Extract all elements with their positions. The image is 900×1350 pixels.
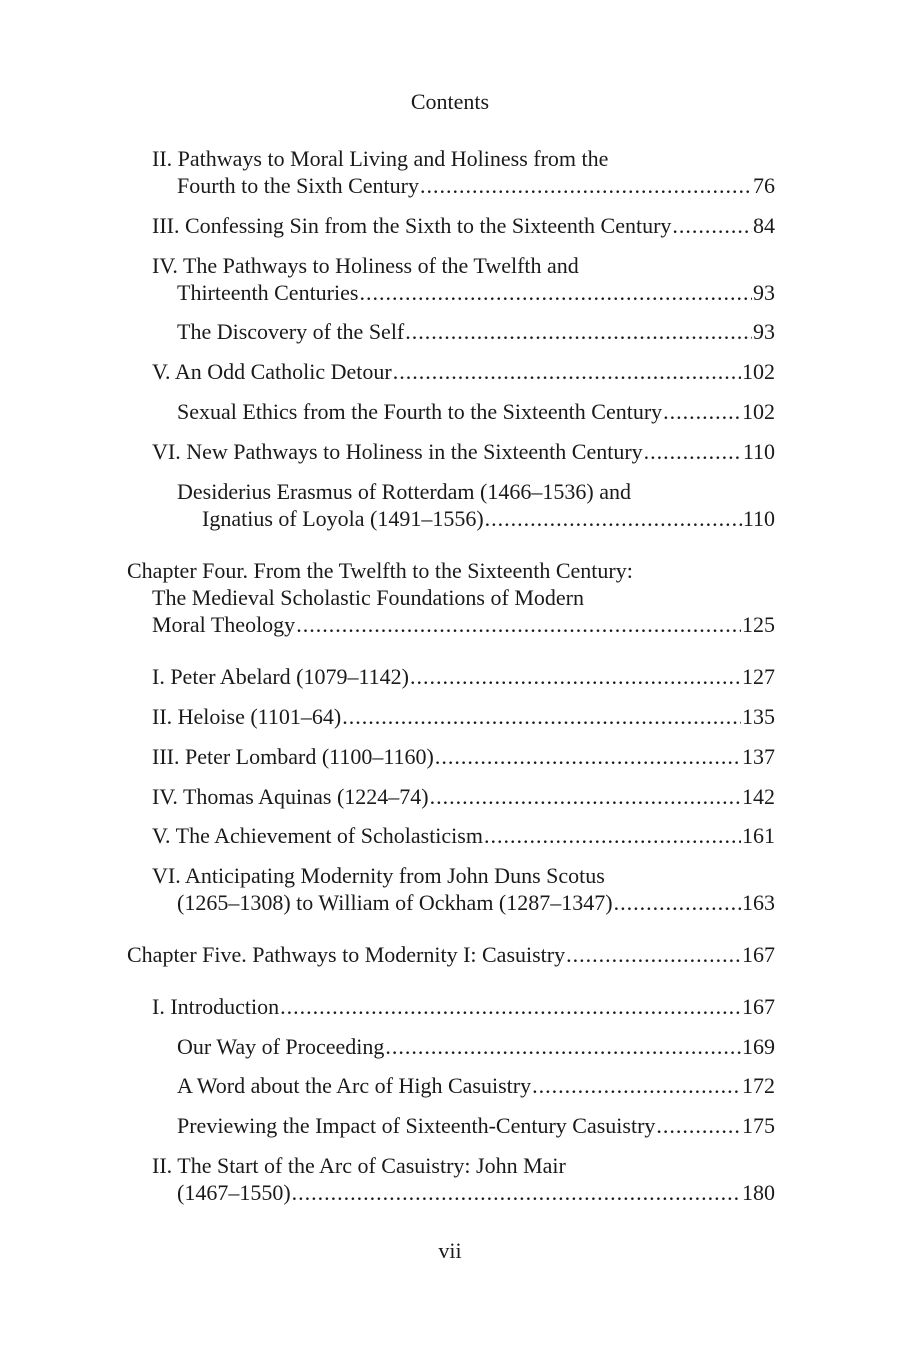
page-number: 167 [742,942,775,967]
dot-leader [430,783,741,810]
page-number: 142 [742,784,775,809]
toc-entry-title: VI. New Pathways to Holiness in the Sixteenth Century [152,439,643,464]
toc-entry-title: A Word about the Arc of High Casuistry [177,1073,532,1098]
dot-leader [663,398,741,425]
dot-leader [393,358,741,385]
page-number: 127 [742,664,775,689]
dot-leader [644,438,742,465]
dot-leader [359,279,752,306]
toc-entry-title: (1467–1550) [177,1180,291,1205]
toc-entry-scholasticism[interactable] [152,822,775,849]
toc-entry-anticipating-modernity[interactable] [152,862,775,916]
dot-leader [420,172,752,199]
dot-leader [385,1033,741,1060]
dot-leader [656,1112,741,1139]
running-header: Contents [410,89,490,114]
toc-entry-line: II. The Start of the Arc of Casuistry: John Mair [152,1153,566,1178]
page-number: 125 [742,612,775,637]
toc-entry-aquinas[interactable] [152,783,775,810]
page-number: 167 [742,994,775,1019]
toc-entry-title: I. Peter Abelard (1079–1142) [152,664,410,689]
page-number: 180 [742,1180,775,1205]
dot-leader [566,941,741,968]
toc-entry-title: II. Heloise (1101–64) [152,704,342,729]
toc-entry-title: V. An Odd Catholic Detour [152,359,392,384]
toc-entry-title: Previewing the Impact of Sixteenth-Century Casuistry [177,1113,656,1138]
toc-entry-title: Sexual Ethics from the Fourth to the Sixteenth Century [177,399,663,424]
toc-entry-title: Fourth to the Sixth Century [177,173,419,198]
dot-leader [532,1072,741,1099]
toc-entry-title: III. Peter Lombard (1100–1160) [152,744,434,769]
toc-entry-erasmus-ignatius[interactable] [177,478,775,532]
dot-leader [342,703,741,730]
page-number: 137 [742,744,775,769]
page-number: 135 [742,704,775,729]
page-number: 110 [742,506,775,531]
page-number: 102 [742,359,775,384]
toc-entry-title: Thirteenth Centuries [177,280,359,305]
toc-entry-title: Our Way of Proceeding [177,1034,385,1059]
page-number: 93 [753,280,775,305]
dot-leader [280,993,741,1020]
toc-entry-title: III. Confessing Sin from the Sixth to the Sixteenth Century [152,213,672,238]
toc-entry-title: IV. Thomas Aquinas (1224–74) [152,784,429,809]
page-number: 163 [742,890,775,915]
dot-leader [296,611,741,638]
page-number: 175 [742,1113,775,1138]
toc-entry-sexual-ethics[interactable] [177,398,775,425]
toc-entry-title: V. The Achievement of Scholasticism [152,823,483,848]
toc-entry-lombard[interactable] [152,743,775,770]
dot-leader [292,1179,741,1206]
toc-entry-line: II. Pathways to Moral Living and Holiness from the [152,146,609,171]
toc-entry-part-6-new-pathways[interactable] [152,438,775,465]
toc-entry-line: VI. Anticipating Modernity from John Duns Scotus [152,863,605,888]
page-number: 172 [742,1073,775,1098]
toc-entry-line: IV. The Pathways to Holiness of the Twelfth and [152,253,579,278]
page-number: 169 [742,1034,775,1059]
toc-entry-part-3-confessing-sin[interactable] [152,212,775,239]
page-folio: vii [438,1238,462,1263]
toc-entry-title: I. Introduction [152,994,280,1019]
dot-leader [435,743,741,770]
toc-entry-way-of-proceeding[interactable] [177,1033,775,1060]
page-number: 76 [753,173,775,198]
toc-entry-line: Desiderius Erasmus of Rotterdam (1466–1536) and [177,479,631,504]
toc-entry-introduction[interactable] [152,993,775,1020]
toc-entry-john-mair[interactable] [152,1152,775,1206]
page-number: 84 [753,213,775,238]
page-number: 102 [742,399,775,424]
toc-entry-part-4-pathways[interactable] [152,252,775,306]
dot-leader [614,889,741,916]
toc-entry-title: Moral Theology [152,612,296,637]
toc-entry-title: (1265–1308) to William of Ockham (1287–1347) [177,890,613,915]
toc-entry-chapter-five[interactable] [127,941,775,968]
dot-leader [484,822,741,849]
page-number: 161 [742,823,775,848]
toc-entry-arc-high-casuistry[interactable] [177,1072,775,1099]
dot-leader [485,505,742,532]
toc-entry-heloise[interactable] [152,703,775,730]
toc-entry-chapter-four[interactable] [127,557,775,638]
toc-entry-part-5-detour[interactable] [152,358,775,385]
page-number: 93 [753,319,775,344]
dot-leader [405,318,752,345]
toc-entry-line: The Medieval Scholastic Foundations of Modern [152,585,584,610]
toc-entry-part-2-pathways[interactable] [152,145,775,199]
dot-leader [410,663,741,690]
toc-entry-discovery-of-self[interactable] [177,318,775,345]
toc-entry-abelard[interactable] [152,663,775,690]
toc-entry-title: Ignatius of Loyola (1491–1556) [202,506,484,531]
toc-entry-previewing-impact[interactable] [177,1112,775,1139]
toc-entry-title: The Discovery of the Self [177,319,405,344]
page-number: 110 [742,439,775,464]
toc-entry-title: Chapter Five. Pathways to Modernity I: Casuistry [127,942,566,967]
dot-leader [672,212,752,239]
toc-entry-line: Chapter Four. From the Twelfth to the Sixteenth Century: [127,558,633,583]
